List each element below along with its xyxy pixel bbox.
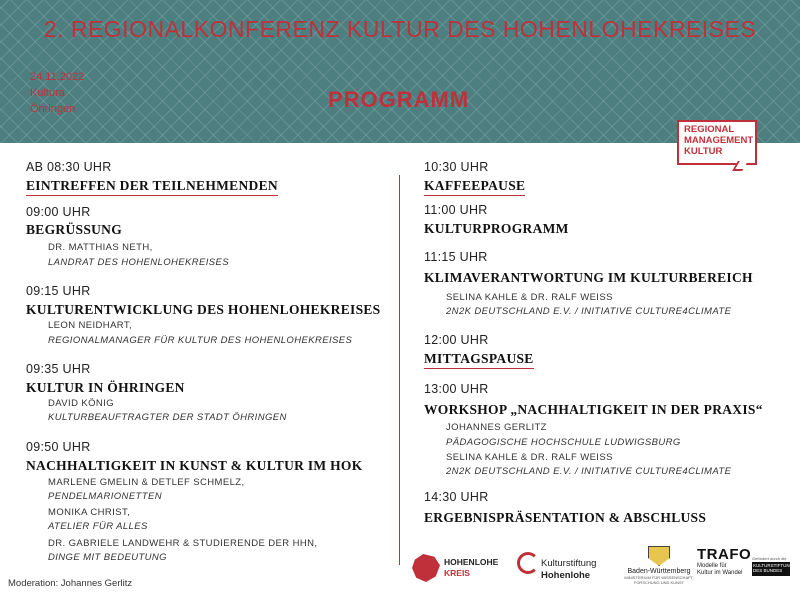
speaker-role: PÄDAGOGISCHE HOCHSCHULE LUDWIGSBURG xyxy=(446,437,681,448)
page-title: 2. REGIONALKONFERENZ KULTUR DES HOHENLOHEKREISES xyxy=(43,16,757,42)
baden-wuerttemberg-logo xyxy=(624,546,694,592)
event-venue: Kultura xyxy=(30,87,65,99)
speaker-name: DAVID KÖNIG xyxy=(48,398,114,409)
speaker-role: REGIONALMANAGER FÜR KULTUR DES HOHENLOHEKREISES xyxy=(48,335,353,346)
logo-line: REGIONAL xyxy=(684,124,735,135)
time-label: 09:35 UHR xyxy=(26,362,91,376)
session-heading: BEGRÜSSUNG xyxy=(26,222,123,237)
logo-text: MINISTERIUM FÜR WISSENSCHAFT, FORSCHUNG UND KUNST xyxy=(624,575,694,585)
session-heading: WORKSHOP „NACHHALTIGKEIT IN DER PRAXIS“ xyxy=(424,402,763,417)
event-date: 24.11.2022 xyxy=(30,71,85,83)
trafo-logo xyxy=(697,546,751,590)
logo-text: HOHENLOHE xyxy=(444,557,499,567)
logo-text: KREIS xyxy=(444,568,470,578)
speaker-name: JOHANNES GERLITZ xyxy=(446,422,547,433)
speaker-name: LEON NEIDHART, xyxy=(48,320,133,331)
circle-icon xyxy=(517,552,539,574)
kulturstiftung-hohenlohe-logo xyxy=(517,548,622,588)
logo-text: Baden-Württemberg xyxy=(627,568,691,575)
time-label: 11:15 UHR xyxy=(424,250,488,264)
logo-line: KULTUR xyxy=(684,146,723,157)
speaker-role: KULTURBEAUFTRAGTER DER STADT ÖHRINGEN xyxy=(48,412,287,423)
session-heading: NACHHALTIGKEIT IN KUNST & KULTUR IM HOK xyxy=(26,458,363,473)
program-heading: PROGRAMM xyxy=(328,87,470,112)
session-heading: EINTREFFEN DER TEILNEHMENDEN xyxy=(26,178,278,196)
time-label: 12:00 UHR xyxy=(424,333,489,347)
kulturstiftung-des-bundes-logo xyxy=(752,556,792,578)
logo-text: TRAFO xyxy=(697,546,752,563)
time-label: AB 08:30 UHR xyxy=(26,160,112,174)
logo-text: KULTURSTIFTUNG DES BUNDES xyxy=(752,562,790,576)
speaker-name: DR. GABRIELE LANDWEHR & STUDIERENDE DER HHN, xyxy=(48,538,318,549)
time-label: 09:50 UHR xyxy=(26,440,91,454)
speaker-name: SELINA KAHLE & DR. RALF WEISS xyxy=(446,452,613,463)
speaker-role: 2N2K DEUTSCHLAND E.V. / INITIATIVE CULTURE4CLIMATE xyxy=(446,466,732,477)
logo-text: Kultur im Wandel xyxy=(697,570,743,576)
regional-management-kultur-logo xyxy=(677,120,757,165)
region-map-icon xyxy=(412,554,440,582)
time-label: 11:00 UHR xyxy=(424,203,488,217)
session-heading: ERGEBNISPRÄSENTATION & ABSCHLUSS xyxy=(424,510,707,525)
logo-text: Modelle für xyxy=(697,563,727,569)
logo-text: Kulturstiftung xyxy=(541,558,597,569)
coat-of-arms-icon xyxy=(648,546,670,566)
speaker-role: LANDRAT DES HOHENLOHEKREISES xyxy=(48,257,230,268)
session-heading: KULTURENTWICKLUNG DES HOHENLOHEKREISES xyxy=(26,302,381,317)
speaker-role: DINGE MIT BEDEUTUNG xyxy=(48,552,167,563)
time-label: 09:00 UHR xyxy=(26,205,91,219)
speaker-name: DR. MATTHIAS NETH, xyxy=(48,242,153,253)
logo-text: Hohenlohe xyxy=(541,570,591,581)
column-divider xyxy=(399,175,400,565)
speaker-name: SELINA KAHLE & DR. RALF WEISS xyxy=(446,292,613,303)
speaker-role: ATELIER FÜR ALLES xyxy=(48,521,148,532)
session-heading: MITTAGSPAUSE xyxy=(424,351,534,369)
time-label: 09:15 UHR xyxy=(26,284,91,298)
speaker-name: MONIKA CHRIST, xyxy=(48,507,131,518)
logo-line: MANAGEMENT xyxy=(684,135,754,146)
speaker-name: MARLENE GMELIN & DETLEF SCHMELZ, xyxy=(48,477,245,488)
hohenlohekreis-logo xyxy=(412,548,512,588)
speaker-role: 2N2K DEUTSCHLAND E.V. / INITIATIVE CULTURE4CLIMATE xyxy=(446,306,732,317)
logo-text: Gefördert durch die xyxy=(752,556,787,561)
time-label: 14:30 UHR xyxy=(424,490,489,504)
session-heading: KULTUR IN ÖHRINGEN xyxy=(26,380,185,395)
moderation-note: Moderation: Johannes Gerlitz xyxy=(8,578,133,589)
event-city: Öhringen xyxy=(30,103,76,115)
session-heading: KAFFEEPAUSE xyxy=(424,178,525,196)
speaker-role: PENDELMARIONETTEN xyxy=(48,491,162,502)
session-heading: KLIMAVERANTWORTUNG IM KULTURBEREICH xyxy=(424,270,753,285)
session-heading: KULTURPROGRAMM xyxy=(424,221,569,236)
time-label: 13:00 UHR xyxy=(424,382,489,396)
time-label: 10:30 UHR xyxy=(424,160,489,174)
event-meta xyxy=(30,69,84,117)
